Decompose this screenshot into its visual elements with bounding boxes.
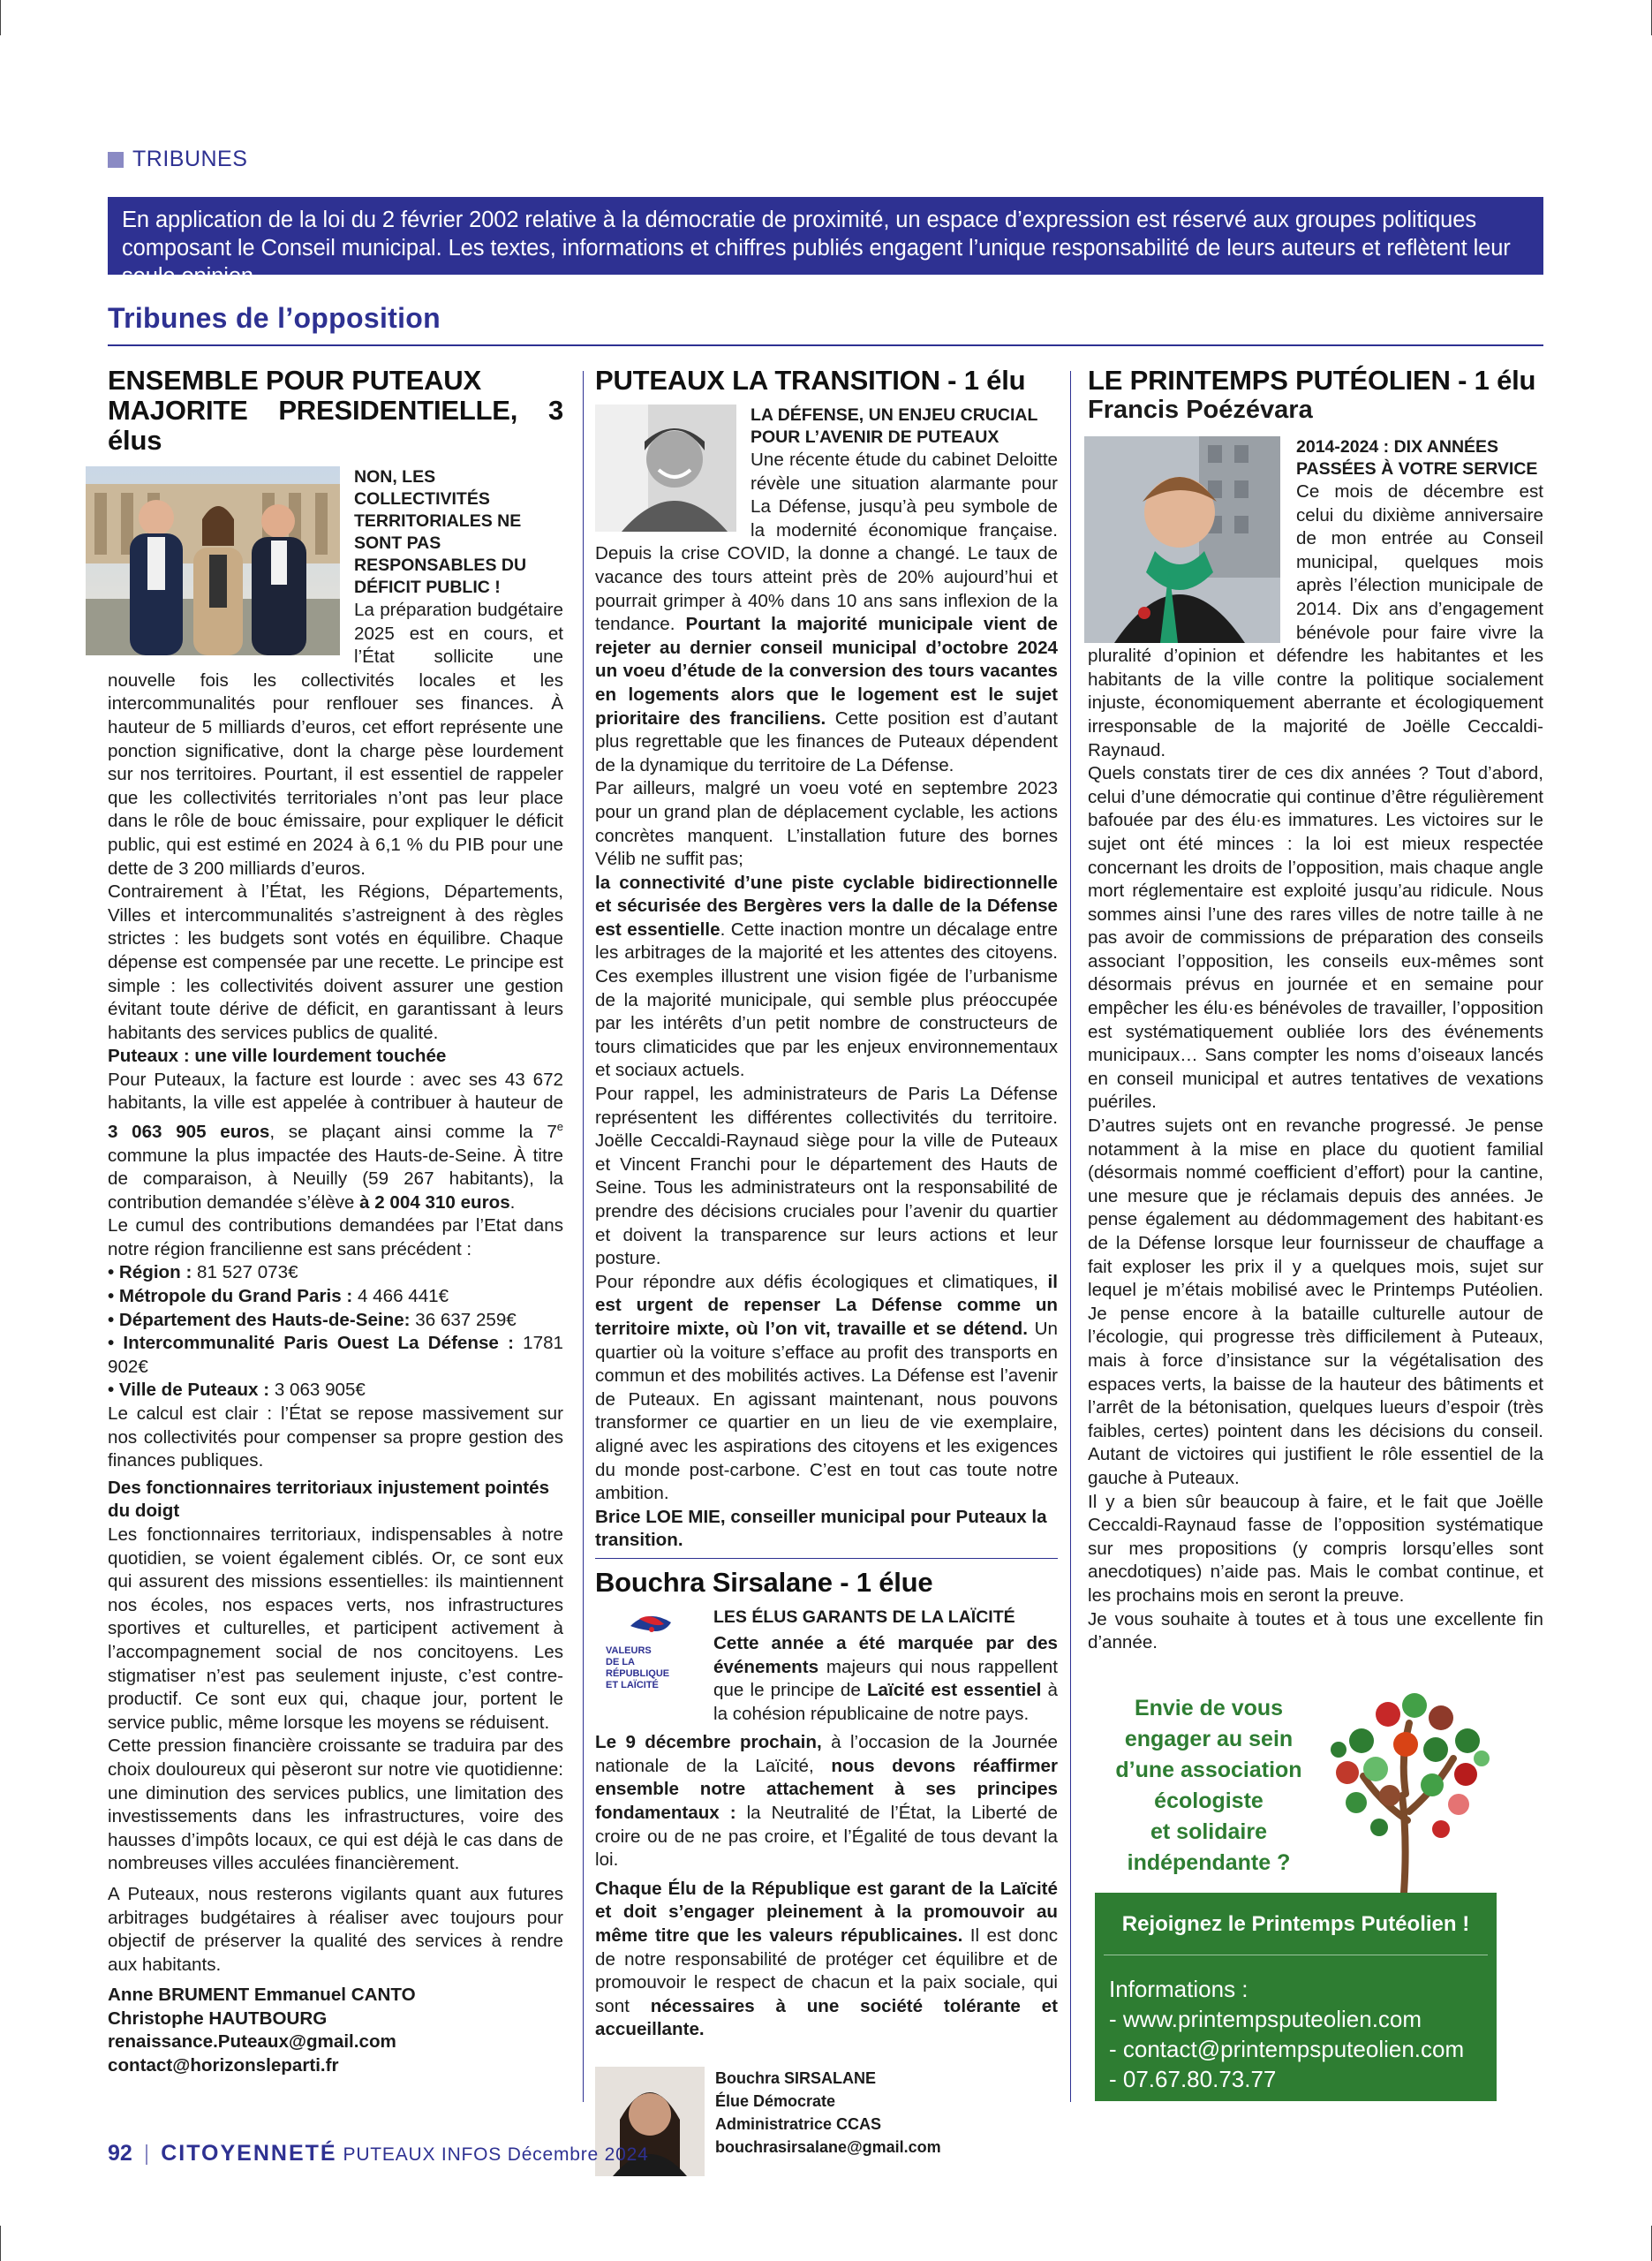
author-card [595,2067,1058,2178]
crop-mark [0,0,1,35]
paragraph: Cette pression financière croissante se traduira par des choix douloureux qui pèseront sur notre vie quotidienne: une diminution des services publics, une limitation des investissements dans les infrastructures, voire des hausses d’impôts locaux, ce qui est déjà le cas dans de nombreuses villes acculées financièrement. [108,1735,563,1874]
tribune-ensemble [108,366,563,2078]
text-run: Une récente étude du cabinet Deloitte révèle une situation alarmante pour La Défense, jusqu’à peu symbole de la modernité économique française. Depuis la crise COVID, la donne a changé. Le taux de vacance des tours atteint près de 20% aujourd’hui et pourrait grimper à 40% dans 10 ans sans inflexion de la tendance. [595,450,1058,635]
text-run-bold: Chaque Élu de la République est garant de la Laïcité et doit s’engager pleinement à la promouvoir au même titre que les valeurs républicaines. [595,1878,1058,1947]
paragraph [595,1878,1058,2042]
paragraph: Le cumul des contributions demandées par l’Etat dans notre région francilienne est sans précédent : [108,1215,563,1259]
column-divider [583,371,584,2102]
text-run: la Neutralité de l’État, la Liberté de croire ou de ne pas croire, et l’Égalité de tous devant la loi. [595,1803,1058,1871]
ad-line: Envie de vous [1134,1696,1284,1720]
ad-line: écologiste [1154,1788,1264,1813]
list-item [108,1285,563,1309]
paragraph: Le calcul est clair : l’État se repose massivement sur nos collectivités pour compenser sa propre gestion des finances publiques. [108,1403,563,1471]
tribune-kicker: NON, LES COLLECTIVITÉS TERRITORIALES NE SONT PAS RESPONSABLES DU DÉFICIT PUBLIC ! [354,467,527,597]
section-label [108,147,247,172]
tribune-title-2: MAJORITE PRESIDENTIELLE, 3 élus [108,395,563,456]
text-run-bold: à 2 004 310 euros [359,1191,510,1213]
list-label: • Intercommunalité Paris Ouest La Défense : [108,1333,514,1354]
crop-mark [0,2226,1,2261]
text-run: majeurs qui nous rappellent que le principe de [713,1656,1058,1701]
list-label: • Région : [108,1262,192,1283]
text-run: Il est donc de notre responsabilité de protéger cet équilibre et de promouvoir le respect de chacun et la paix sociale, qui sont [595,1925,1058,2016]
text-run-bold: Cette année a été marquée par des événements [713,1632,1058,1677]
subhead: Tribunes de l’opposition [108,302,441,334]
tribune-title: ENSEMBLE POUR PUTEAUX [108,365,481,396]
legal-banner: En application de la loi du 2 février 2002 relative à la démocratie de proximité, un espace d’expression est réservé aux groupes politiques composant le Conseil municipal. Les textes, informations et chiffres publiés engagent l’unique responsabilité de leurs auteurs et reflètent leur seule opinion. [108,197,1543,275]
footer-magazine: PUTEAUX INFOS Décembre 2024 [343,2144,649,2165]
section-divider [595,1558,1058,1559]
signature: Anne BRUMENT Emmanuel CANTO [108,1985,416,2006]
section-heading: Puteaux : une ville lourdement touchée [108,1046,447,1067]
text-run-bold: la connectivité d’une piste cyclable bidirectionnelle et sécurisée des Bergères vers la dalle de la Défense est essentielle [595,872,1058,940]
list-label: • Département des Hauts-de-Seine: [108,1309,411,1330]
list-value: 4 466 441€ [352,1286,449,1307]
association-ad [1095,1683,1497,2101]
paragraph: Ce mois de décembre est celui du dixième anniversaire de mon entrée au Conseil municipal, quelques mois après l’élection municipale de 2014. Dix ans d’engagement bénévole pour faire vivre la pluralité d’opinion et défendre les habitantes et les habitants de la ville contre la politique socialement injuste, économiquement aberrante et écologiquement irresponsable de la majorité de Joëlle Ceccaldi-Raynaud. [1088,481,1543,760]
text-run-bold: nécessaires à une société tolérante et accueillante. [595,1995,1058,2040]
text-run: Pour Puteaux, la facture est lourde : avec ses 43 672 habitants, la ville est appelée à contribuer à hauteur de [108,1069,563,1114]
tribune-printemps [1088,366,1543,1655]
list-item [108,1379,563,1403]
text-run: à la cohésion républicaine de notre pays. [713,1680,1058,1724]
author-role: Administratrice CCAS [715,2115,882,2133]
paragraph: La préparation budgétaire 2025 est en cours, et l’État sollicite une nouvelle fois les collectivités locales et les intercommunalités pour renflouer ses finances. À hauteur de 5 milliards d’euros, cet effort représente une ponction significative, dont la charge pèse lourdement sur nos territoires. Pourtant, il est essentiel de rappeler que les collectivités territoriales n’ont pas leur place dans le rôle de bouc émissaire, pour expliquer le déficit public, qui est estimé en 2024 à 6,1 % du PIB pour une dette de 3 200 milliards d’euros. [108,600,563,879]
portrait-photo [595,405,736,532]
author-role: Élue Démocrate [715,2092,836,2110]
superscript: e [556,1120,564,1134]
footer-separator: | [143,2141,150,2166]
page-footer [108,2141,649,2166]
text-run: . [509,1191,516,1213]
paragraph [108,1069,563,1214]
signature: Brice LOE MIE, conseiller municipal pour Puteaux la transition. [595,1506,1047,1551]
text-run: commune la plus impactée des Hauts-de-Seine. À titre de comparaison, à Neuilly (59 267 habitants), la contribution demandée s’élève [108,1145,563,1213]
email-link[interactable]: renaissance.Puteaux@gmail.com [108,2031,396,2053]
text-run: à l’occasion de la Journée nationale de la Laïcité, [595,1732,1058,1776]
paragraph [595,1271,1058,1506]
tribune-title: LE PRINTEMPS PUTÉOLIEN - 1 élu [1088,365,1536,396]
paragraph: Les fonctionnaires territoriaux, indispensables à notre quotidien, se voient également ciblés. Or, ce sont eux qui assurent des missions essentielles: ils maintiennent nos écoles, nos espaces verts, nos infrastructures sportives et culturelles, et participent activement à l’accompagnement social de nos concitoyens. Les stigmatiser n’est pas seulement injuste, c’est contre-productif. Ce sont eux qui, chaque jour, portent le service public, même lorsque les moyens se réduisent. [108,1524,563,1733]
paragraph: A Puteaux, nous resterons vigilants quant aux futures arbitrages budgétaires à réaliser avec toujours pour objectif de préserver la qualité des services à rendre aux habitants. [108,1883,563,1975]
ad-line: et solidaire [1150,1819,1267,1844]
text-run: Un quartier où la voiture s’efface au profit des transports en commun et des mobilités actives. La Défense est l’avenir de Puteaux. En agissant maintenant, nous pouvons transformer ce quartier en un lieu de vie exemplaire, aligné avec les aspirations des citoyens et les exigences du monde post-carbone. C’est en tout cas toute notre ambition. [595,1318,1058,1504]
square-bullet-icon [108,152,124,168]
column-divider [1070,371,1071,2102]
tribune-transition [595,366,1058,2178]
paragraph: Contrairement à l’État, les Régions, Départements, Villes et intercommunalités s’astreignent à des règles strictes : les budgets sont votés en équilibre. Chaque dépense est compensée par une recette. Le principe est simple : les collectivités doivent assurer une gestion évitant toute dérive de déficit, en garantissant à leurs habitants des services publics de qualité. [108,881,563,1043]
list-value: 1781 902€ [108,1333,563,1377]
email-link[interactable]: contact@horizonslеparti.fr [108,2055,339,2076]
tree-icon [1326,1688,1494,1893]
text-run-bold: Pourtant la majorité municipale vient de rejeter au dernier conseil municipal d’octobre 2024 un voeu d’étude de la conversion des tours vacantes en logements alors que le logement est le sujet prioritaire des franciliens. [595,614,1058,729]
text-run-bold: Laïcité est essentiel [866,1680,1042,1701]
paragraph: Par ailleurs, malgré un voeu voté en septembre 2023 pour un grand plan de déplacement cyclable, les actions concrètes manquent. L’installation future des bornes Vélib ne suffit pas; [595,778,1058,870]
text-run: , se plaçant ainsi comme la 7 [269,1121,557,1142]
website-link[interactable]: - www.printempsputeolien.com [1109,2006,1422,2032]
logo-text: VALEURS [606,1645,652,1656]
ad-line: indépendante ? [1127,1850,1291,1875]
page-number: 92 [108,2141,132,2166]
tribune-title: PUTEAUX LA TRANSITION - 1 élu [595,365,1026,396]
text-run: . Cette inaction montre un décalage entre les arbitrages de la majorité et les attentes des citoyens. Ces exemples illustrent une vision figée de l’urbanisme de la majorité municipale, qui semble plus préoccupée par les intérêts d’un petit nombre de constructeurs de tours climaticides que par les enjeux environnementaux et sociaux actuels. [595,919,1058,1081]
paragraph: Il y a bien sûr beaucoup à faire, et le fait que Joëlle Ceccaldi-Raynaud fasse de l’opposition systématique sur mes propositions (y compris lorsqu’elles sont anecdotiques) n’aide pas. Mais le combat continue, et les prochains mois en seront la preuve. [1088,1491,1543,1606]
logo-text: ET LAÏCITÉ [606,1679,659,1690]
list-label: • Métropole du Grand Paris : [108,1286,353,1307]
paragraph: Pour rappel, les administrateurs de Paris La Défense représentent les différentes collectivités du territoire. Joëlle Ceccaldi-Raynaud siège pour la ville de Puteaux et Vincent Franchi pour le département des Hauts de Seine. Tous les administrateurs ont la responsabilité de prendre des décisions cruciales pour l’avenir du quartier et doivent la transparence sur leurs actions et leur posture. [595,1084,1058,1269]
email-link[interactable]: bouchrasirsalane@gmail.com [715,2138,941,2156]
section-heading: Des fonctionnaires territoriaux injustement pointés du doigt [108,1477,550,1522]
list-item [108,1309,563,1333]
tribune-kicker: LES ÉLUS GARANTS DE LA LAÏCITÉ [713,1607,1015,1627]
ad-info [1109,1974,1464,2094]
list-value: 36 637 259€ [410,1309,517,1330]
text-run: Pour répondre aux défis écologiques et climatiques, [595,1271,1048,1292]
text-run-bold: 3 063 905 euros [108,1121,270,1142]
ad-contact-box [1095,1893,1497,2101]
paragraph: Quels constats tirer de ces dix années ? Tout d’abord, celui d’une démocratie qui continue d’être régulièrement bafouée par des élu·es immatures. Les victoires sur le sujet ont été minces : la loi est mieux respectée concernant les droits de l’opposition, mais chaque angle mort réglementaire est exploité jusqu’au ridicule. Nous sommes ainsi l’une des rares villes de notre taille à ne pas avoir de commissions de préparation des conseils associant l’opposition, les conseils eux-mêmes sont désormais prévus en journée et en semaine pour empêcher les élu·es bénévoles de travailler, l’opposition est systématiquement oubliée lors des événements municipaux… Sans compter les noms d’oiseaux lancés en conseil municipal et autres tentatives de vexations puériles. [1088,763,1543,1113]
list-value: 3 063 905€ [269,1380,366,1401]
phone-number: - 07.67.80.73.77 [1109,2066,1277,2092]
ad-top [1095,1683,1497,1893]
subhead-rule [108,344,1543,346]
paragraph: D’autres sujets ont en revanche progressé. Je pense notamment à la mise en place du quotient familial (désormais nommé coefficient d’effort) pour la cantine, une mesure que je réclamais depuis des années. Je pense également au dédommagement des habitant·es de la Défense lorsque leur fournisseur de chauffage a fait exploser les prix il y a quelques mois, sujet sur lequel je m’étais mobilisé avec le Printemps Putéolien. Je pense encore à la bataille culturelle autour de l’écologie, qui progresse très difficilement à Puteaux, mais à force d’insistance sur la végétalisation des espaces verts, la baisse de la hauteur des bâtiments et l’arrêt de la bétonisation, quelques lueurs d’espoir (très faibles, certes) pointent dans les décisions du conseil. Autant de victoires qui justifient le rôle essentiel de la gauche à Puteaux. [1088,1115,1543,1488]
ad-line: d’une association [1115,1758,1302,1782]
list-value: 81 527 073€ [192,1262,298,1283]
text-run-bold: nous devons réaffirmer ensemble notre attachement à ses principes fondamentaux : [595,1755,1058,1824]
ad-info-label: Informations : [1109,1976,1248,2002]
list-item [108,1261,563,1285]
tribune-kicker: 2014-2024 : DIX ANNÉES PASSÉES À VOTRE SERVICE [1296,437,1538,479]
footer-section: CITOYENNETÉ [161,2141,337,2166]
paragraph [595,1731,1058,1872]
paragraph: Je vous souhaite à toutes et à tous une excellente fin d’année. [1088,1608,1543,1653]
text-run: Cette position est d’autant plus regrettable que les finances de Puteaux dépendent de la dynamique du territoire de La Défense. [595,707,1058,775]
ad-cta: Rejoignez le Printemps Putéolien ! [1121,1912,1470,1936]
author-name: Bouchra SIRSALANE [715,2069,877,2087]
portrait-photo [1084,436,1280,643]
list-item [108,1332,563,1379]
tribune-title: Bouchra Sirsalane - 1 élue [595,1566,933,1598]
laicite-logo [595,1607,701,1705]
text-run-bold: il est urgent de repenser La Défense comme un territoire mixte, où l’on vit, travaille et se détend. [595,1271,1058,1339]
tribune-kicker: LA DÉFENSE, UN ENJEU CRUCIAL POUR L’AVENIR DE PUTEAUX [751,405,1038,447]
tribune-author: Francis Poézévara [1088,396,1313,424]
list-label: • Ville de Puteaux : [108,1380,270,1401]
signature: Christophe HAUTBOURG [108,2008,328,2029]
section-label-text: TRIBUNES [132,147,248,171]
paragraph [595,872,1058,1083]
group-photo [86,466,340,655]
text-run-bold: Le 9 décembre prochain, [595,1732,822,1753]
logo-text: DE LA [606,1656,635,1667]
logo-text: RÉPUBLIQUE [606,1667,670,1679]
ad-question [1098,1693,1319,1879]
email-link[interactable]: - contact@printempsputeolien.com [1109,2036,1465,2062]
ad-line: engager au sein [1124,1727,1294,1751]
